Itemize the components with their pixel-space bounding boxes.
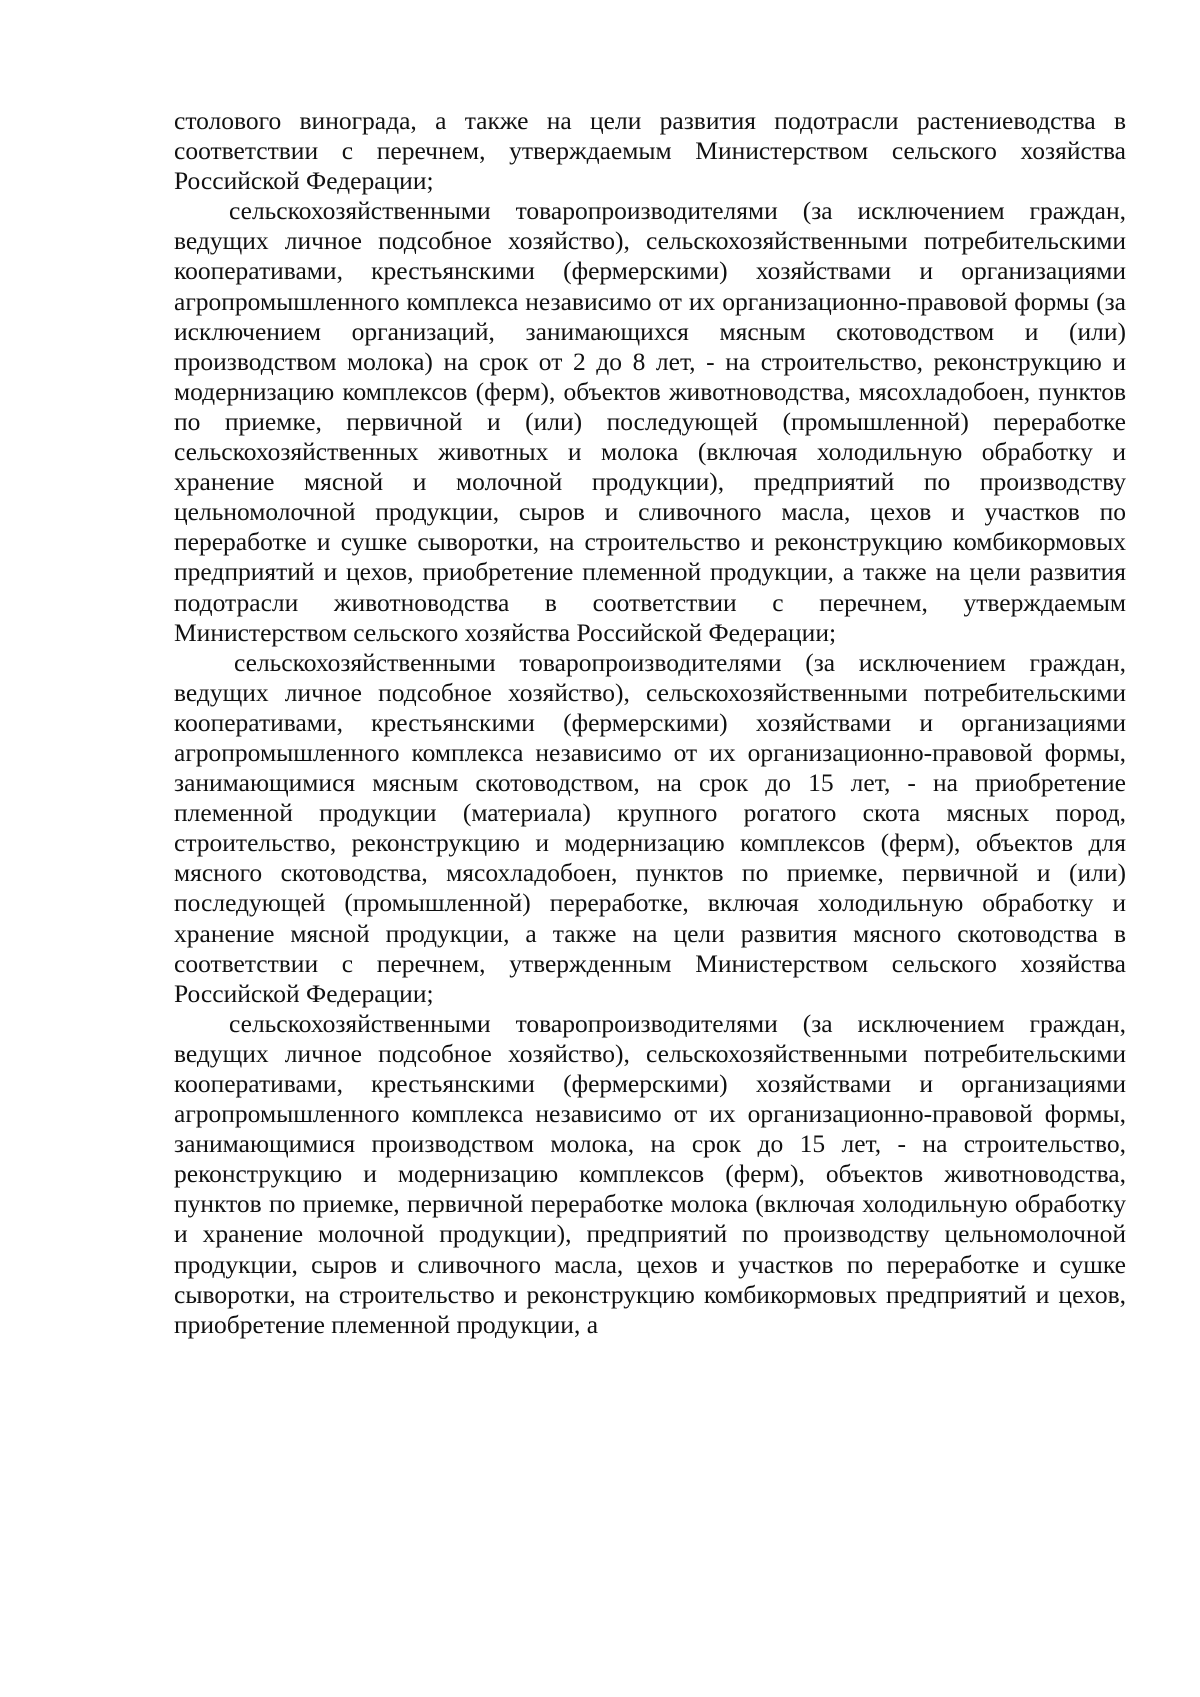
document-text-body [174,106,1126,1340]
paragraph-crop-production-continuation: столового винограда, а также на цели развития подотрасли растениеводства в соответствии с перечнем, утверждаемым Министерством сельского хозяйства Российской Федерации; [174,106,1126,196]
paragraph-beef-cattle-15-years: сельскохозяйственными товаропроизводителями (за исключением граждан, ведущих личное подсобное хозяйство), сельскохозяйственными потребительскими кооперативами, крестьянскими (фермерскими) хозяйствами и организациями агропромышленного комплекса независимо от их организационно-правовой формы, занимающимися мясным скотоводством, на срок до 15 лет, - на приобретение племенной продукции (материала) крупного рогатого скота мясных пород, строительство, реконструкцию и модернизацию комплексов (ферм), объектов для мясного скотоводства, мясохладобоен, пунктов по приемке, первичной и (или) последующей (промышленной) переработке, включая холодильную обработку и хранение мясной продукции, а также на цели развития мясного скотоводства в соответствии с перечнем, утвержденным Министерством сельского хозяйства Российской Федерации; [174,647,1126,1008]
paragraph-livestock-2-to-8-years: сельскохозяйственными товаропроизводителями (за исключением граждан, ведущих личное подсобное хозяйство), сельскохозяйственными потребительскими кооперативами, крестьянскими (фермерскими) хозяйствами и организациями агропромышленного комплекса независимо от их организационно-правовой формы (за исключением организаций, занимающихся мясным скотоводством и (или) производством молока) на срок от 2 до 8 лет, - на строительство, реконструкцию и модернизацию комплексов (ферм), объектов животноводства, мясохладобоен, пунктов по приемке, первичной и (или) последующей (промышленной) переработке сельскохозяйственных животных и молока (включая холодильную обработку и хранение мясной и молочной продукции), предприятий по производству цельномолочной продукции, сыров и сливочного масла, цехов и участков по переработке и сушке сыворотки, на строительство и реконструкцию комбикормовых предприятий и цехов, приобретение племенной продукции, а также на цели развития подотрасли животноводства в соответствии с перечнем, утверждаемым Министерством сельского хозяйства Российской Федерации; [174,196,1126,647]
paragraph-dairy-15-years: сельскохозяйственными товаропроизводителями (за исключением граждан, ведущих личное подсобное хозяйство), сельскохозяйственными потребительскими кооперативами, крестьянскими (фермерскими) хозяйствами и организациями агропромышленного комплекса независимо от их организационно-правовой формы, занимающимися производством молока, на срок до 15 лет, - на строительство, реконструкцию и модернизацию комплексов (ферм), объектов животноводства, пунктов по приемке, первичной переработке молока (включая холодильную обработку и хранение молочной продукции), предприятий по производству цельномолочной продукции, сыров и сливочного масла, цехов и участков по переработке и сушке сыворотки, на строительство и реконструкцию комбикормовых предприятий и цехов, приобретение племенной продукции, а [174,1008,1126,1339]
